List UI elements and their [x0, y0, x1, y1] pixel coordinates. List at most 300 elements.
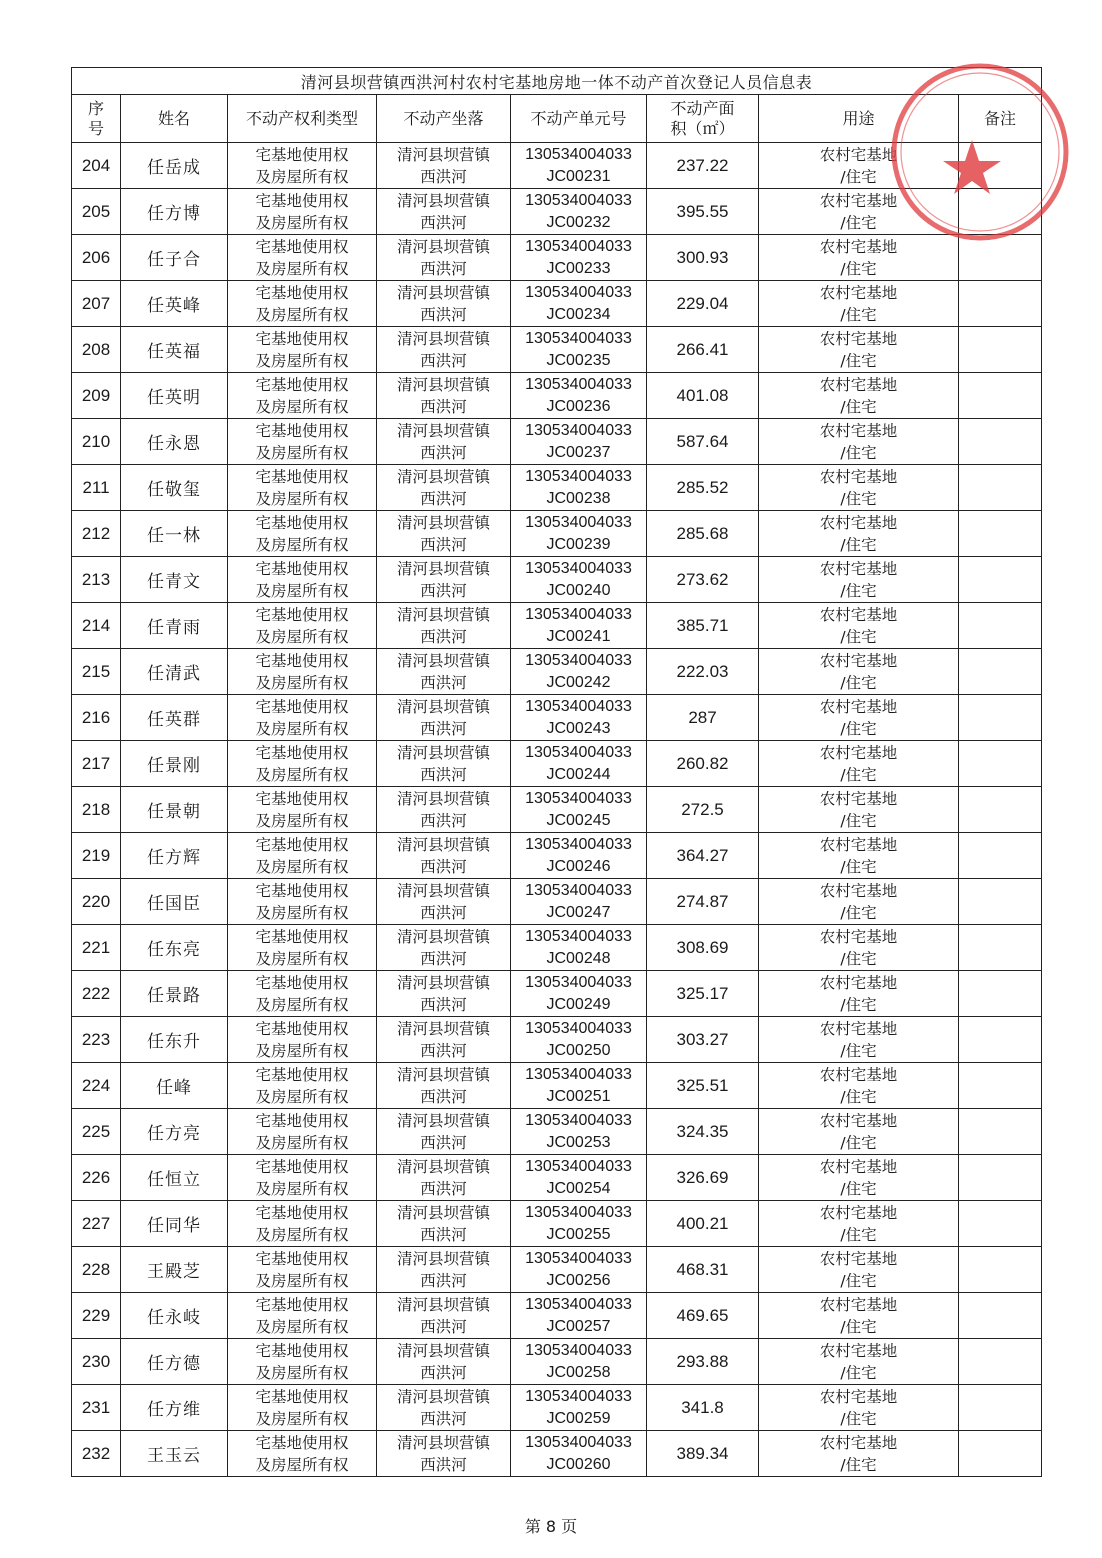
cell-no: 218 — [72, 787, 121, 833]
cell-unit-no-line: JC00236 — [546, 397, 611, 415]
cell-usage-line: /住宅 — [840, 673, 877, 692]
cell-location-line: 清河县坝营镇 — [396, 145, 490, 164]
cell-right-type — [228, 1247, 377, 1293]
cell-right-type-line: 及房屋所有权 — [255, 1179, 349, 1198]
cell-unit-no-line: JC00235 — [546, 351, 611, 369]
cell-usage-line: 农村宅基地 — [819, 697, 898, 716]
cell-unit-no-line: JC00260 — [546, 1455, 611, 1473]
cell-right-type-line: 及房屋所有权 — [255, 811, 349, 830]
cell-note — [959, 1155, 1042, 1201]
cell-no: 209 — [72, 373, 121, 419]
cell-right-type-line: 宅基地使用权 — [255, 651, 349, 670]
cell-usage — [759, 1385, 959, 1431]
cell-unit-no-line: 130534004033 — [525, 1111, 632, 1129]
cell-location — [377, 373, 511, 419]
cell-note — [959, 925, 1042, 971]
cell-name: 任清武 — [121, 649, 228, 695]
cell-right-type-line: 宅基地使用权 — [255, 283, 349, 302]
cell-area: 587.64 — [647, 419, 759, 465]
table-row — [72, 1431, 1042, 1477]
cell-usage — [759, 327, 959, 373]
cell-usage-line: /住宅 — [840, 397, 877, 416]
cell-location-line: 清河县坝营镇 — [396, 467, 490, 486]
cell-usage-line: 农村宅基地 — [819, 1295, 898, 1314]
cell-right-type-line: 及房屋所有权 — [255, 1041, 349, 1060]
cell-location — [377, 281, 511, 327]
cell-area: 401.08 — [647, 373, 759, 419]
cell-location — [377, 419, 511, 465]
cell-unit-no-line: JC00254 — [546, 1179, 611, 1197]
cell-right-type-line: 及房屋所有权 — [255, 397, 349, 416]
cell-unit-no-line: JC00238 — [546, 489, 611, 507]
cell-unit-no-line: JC00244 — [546, 765, 611, 783]
cell-right-type-line: 宅基地使用权 — [255, 1387, 349, 1406]
cell-note — [959, 511, 1042, 557]
cell-right-type-line: 宅基地使用权 — [255, 1295, 349, 1314]
cell-right-type-line: 宅基地使用权 — [255, 1111, 349, 1130]
cell-note — [959, 1063, 1042, 1109]
cell-right-type-line: 及房屋所有权 — [255, 1271, 349, 1290]
cell-usage-line: /住宅 — [840, 811, 877, 830]
cell-area: 469.65 — [647, 1293, 759, 1339]
cell-right-type-line: 及房屋所有权 — [255, 903, 349, 922]
cell-note — [959, 695, 1042, 741]
cell-location-line: 清河县坝营镇 — [396, 789, 490, 808]
cell-unit-no — [511, 1017, 647, 1063]
cell-right-type — [228, 465, 377, 511]
table-row — [72, 281, 1042, 327]
cell-right-type-line: 及房屋所有权 — [255, 1455, 349, 1474]
cell-unit-no — [511, 189, 647, 235]
cell-location — [377, 235, 511, 281]
cell-right-type — [228, 925, 377, 971]
header-row — [72, 95, 1042, 143]
table-row — [72, 419, 1042, 465]
cell-location-line: 清河县坝营镇 — [396, 1433, 490, 1452]
cell-usage-line: 农村宅基地 — [819, 559, 898, 578]
cell-unit-no-line: JC00250 — [546, 1041, 611, 1059]
cell-location-line: 西洪河 — [420, 765, 467, 784]
cell-location-line: 清河县坝营镇 — [396, 191, 490, 210]
cell-usage-line: /住宅 — [840, 903, 877, 922]
cell-location-line: 西洪河 — [420, 949, 467, 968]
cell-location — [377, 511, 511, 557]
cell-unit-no-line: 130534004033 — [525, 1157, 632, 1175]
cell-right-type-line: 宅基地使用权 — [255, 559, 349, 578]
cell-note — [959, 373, 1042, 419]
cell-right-type-line: 及房屋所有权 — [255, 673, 349, 692]
cell-note — [959, 741, 1042, 787]
cell-unit-no-line: 130534004033 — [525, 605, 632, 623]
cell-right-type — [228, 787, 377, 833]
cell-note — [959, 189, 1042, 235]
table-row — [72, 1201, 1042, 1247]
cell-right-type-line: 及房屋所有权 — [255, 1133, 349, 1152]
cell-usage-line: 农村宅基地 — [819, 1065, 898, 1084]
cell-usage-line: 农村宅基地 — [819, 1111, 898, 1130]
cell-right-type — [228, 833, 377, 879]
cell-location-line: 西洪河 — [420, 581, 467, 600]
cell-name: 任景刚 — [121, 741, 228, 787]
cell-name: 任方辉 — [121, 833, 228, 879]
cell-right-type-line: 及房屋所有权 — [255, 351, 349, 370]
cell-unit-no — [511, 1155, 647, 1201]
cell-usage-line: /住宅 — [840, 443, 877, 462]
cell-unit-no — [511, 465, 647, 511]
cell-area: 287 — [647, 695, 759, 741]
cell-no: 229 — [72, 1293, 121, 1339]
cell-unit-no — [511, 1247, 647, 1293]
cell-usage-line: 农村宅基地 — [819, 145, 898, 164]
cell-note — [959, 787, 1042, 833]
cell-usage — [759, 1063, 959, 1109]
table-row — [72, 189, 1042, 235]
cell-unit-no-line: 130534004033 — [525, 421, 632, 439]
cell-right-type-line: 宅基地使用权 — [255, 145, 349, 164]
cell-unit-no-line: JC00259 — [546, 1409, 611, 1427]
cell-usage-line: 农村宅基地 — [819, 513, 898, 532]
cell-no: 215 — [72, 649, 121, 695]
cell-note — [959, 1293, 1042, 1339]
cell-usage-line: /住宅 — [840, 489, 877, 508]
cell-location-line: 清河县坝营镇 — [396, 329, 490, 348]
cell-no: 206 — [72, 235, 121, 281]
cell-location-line: 西洪河 — [420, 535, 467, 554]
cell-right-type — [228, 281, 377, 327]
cell-location-line: 西洪河 — [420, 489, 467, 508]
cell-unit-no-line: 130534004033 — [525, 973, 632, 991]
cell-right-type-line: 宅基地使用权 — [255, 1433, 349, 1452]
header-note: 备注 — [959, 95, 1042, 143]
cell-usage — [759, 787, 959, 833]
cell-unit-no-line: 130534004033 — [525, 651, 632, 669]
cell-name: 任永岐 — [121, 1293, 228, 1339]
cell-right-type — [228, 971, 377, 1017]
cell-unit-no-line: 130534004033 — [525, 513, 632, 531]
cell-unit-no-line: JC00248 — [546, 949, 611, 967]
cell-note — [959, 419, 1042, 465]
cell-location-line: 西洪河 — [420, 1225, 467, 1244]
cell-usage-line: 农村宅基地 — [819, 421, 898, 440]
cell-location — [377, 879, 511, 925]
cell-area: 325.17 — [647, 971, 759, 1017]
cell-location-line: 清河县坝营镇 — [396, 1387, 490, 1406]
cell-unit-no-line: JC00241 — [546, 627, 611, 645]
cell-name: 任英群 — [121, 695, 228, 741]
cell-no: 223 — [72, 1017, 121, 1063]
table-row — [72, 879, 1042, 925]
cell-location — [377, 189, 511, 235]
table-row — [72, 373, 1042, 419]
cell-unit-no — [511, 327, 647, 373]
cell-name: 任东升 — [121, 1017, 228, 1063]
cell-usage — [759, 511, 959, 557]
cell-right-type — [228, 511, 377, 557]
page-number: 第 8 页 — [524, 1517, 578, 1536]
cell-usage — [759, 603, 959, 649]
cell-location — [377, 695, 511, 741]
cell-area: 395.55 — [647, 189, 759, 235]
cell-location — [377, 1431, 511, 1477]
cell-unit-no — [511, 787, 647, 833]
cell-unit-no — [511, 971, 647, 1017]
cell-unit-no-line: 130534004033 — [525, 1295, 632, 1313]
cell-unit-no — [511, 1431, 647, 1477]
cell-usage-line: /住宅 — [840, 259, 877, 278]
cell-no: 207 — [72, 281, 121, 327]
cell-location-line: 清河县坝营镇 — [396, 375, 490, 394]
cell-note — [959, 557, 1042, 603]
cell-note — [959, 327, 1042, 373]
registration-table — [71, 67, 1042, 1477]
table-row — [72, 1293, 1042, 1339]
cell-usage — [759, 1339, 959, 1385]
cell-right-type-line: 宅基地使用权 — [255, 973, 349, 992]
cell-right-type-line: 宅基地使用权 — [255, 1065, 349, 1084]
header-usage: 用途 — [759, 95, 959, 143]
cell-right-type-line: 及房屋所有权 — [255, 489, 349, 508]
cell-usage-line: 农村宅基地 — [819, 651, 898, 670]
cell-right-type — [228, 1431, 377, 1477]
cell-name: 任敬玺 — [121, 465, 228, 511]
cell-location — [377, 143, 511, 189]
cell-right-type-line: 宅基地使用权 — [255, 605, 349, 624]
cell-note — [959, 603, 1042, 649]
cell-usage-line: 农村宅基地 — [819, 927, 898, 946]
cell-note — [959, 1385, 1042, 1431]
cell-usage-line: 农村宅基地 — [819, 1433, 898, 1452]
cell-note — [959, 879, 1042, 925]
cell-right-type-line: 宅基地使用权 — [255, 421, 349, 440]
cell-location-line: 西洪河 — [420, 1363, 467, 1382]
cell-usage-line: 农村宅基地 — [819, 237, 898, 256]
cell-unit-no-line: JC00239 — [546, 535, 611, 553]
cell-unit-no — [511, 373, 647, 419]
cell-unit-no-line: JC00251 — [546, 1087, 611, 1105]
cell-location-line: 西洪河 — [420, 1455, 467, 1474]
cell-unit-no-line: JC00258 — [546, 1363, 611, 1381]
cell-usage-line: /住宅 — [840, 351, 877, 370]
cell-note — [959, 465, 1042, 511]
cell-right-type — [228, 1109, 377, 1155]
cell-right-type-line: 宅基地使用权 — [255, 927, 349, 946]
cell-area: 300.93 — [647, 235, 759, 281]
cell-location — [377, 833, 511, 879]
cell-unit-no-line: JC00240 — [546, 581, 611, 599]
cell-right-type-line: 宅基地使用权 — [255, 513, 349, 532]
cell-area: 325.51 — [647, 1063, 759, 1109]
table-row — [72, 1339, 1042, 1385]
cell-location — [377, 465, 511, 511]
cell-right-type — [228, 879, 377, 925]
cell-unit-no-line: 130534004033 — [525, 237, 632, 255]
table-row — [72, 603, 1042, 649]
cell-unit-no — [511, 1201, 647, 1247]
cell-usage-line: /住宅 — [840, 1317, 877, 1336]
cell-no: 219 — [72, 833, 121, 879]
cell-note — [959, 1431, 1042, 1477]
cell-unit-no-line: 130534004033 — [525, 881, 632, 899]
cell-area: 326.69 — [647, 1155, 759, 1201]
cell-right-type-line: 及房屋所有权 — [255, 581, 349, 600]
cell-unit-no — [511, 143, 647, 189]
cell-unit-no — [511, 557, 647, 603]
cell-right-type — [228, 1017, 377, 1063]
cell-no: 222 — [72, 971, 121, 1017]
cell-usage — [759, 695, 959, 741]
cell-unit-no-line: JC00255 — [546, 1225, 611, 1243]
cell-area: 273.62 — [647, 557, 759, 603]
cell-location-line: 西洪河 — [420, 213, 467, 232]
cell-no: 227 — [72, 1201, 121, 1247]
cell-right-type — [228, 557, 377, 603]
cell-location-line: 清河县坝营镇 — [396, 513, 490, 532]
cell-unit-no-line: JC00253 — [546, 1133, 611, 1151]
cell-usage-line: 农村宅基地 — [819, 1341, 898, 1360]
cell-right-type-line: 宅基地使用权 — [255, 835, 349, 854]
cell-location — [377, 1385, 511, 1431]
cell-usage-line: 农村宅基地 — [819, 375, 898, 394]
cell-right-type-line: 宅基地使用权 — [255, 1249, 349, 1268]
cell-name: 任方亮 — [121, 1109, 228, 1155]
cell-usage — [759, 649, 959, 695]
cell-name: 任方德 — [121, 1339, 228, 1385]
header-unit-no: 不动产单元号 — [511, 95, 647, 143]
cell-usage-line: /住宅 — [840, 1363, 877, 1382]
cell-no: 231 — [72, 1385, 121, 1431]
cell-usage-line: /住宅 — [840, 1409, 877, 1428]
cell-right-type-line: 及房屋所有权 — [255, 535, 349, 554]
header-right-type: 不动产权利类型 — [228, 95, 377, 143]
cell-unit-no-line: JC00237 — [546, 443, 611, 461]
cell-usage — [759, 741, 959, 787]
cell-right-type — [228, 1339, 377, 1385]
cell-location-line: 西洪河 — [420, 397, 467, 416]
cell-location — [377, 327, 511, 373]
cell-location-line: 西洪河 — [420, 1087, 467, 1106]
cell-location-line: 清河县坝营镇 — [396, 1203, 490, 1222]
cell-right-type — [228, 1293, 377, 1339]
cell-location-line: 西洪河 — [420, 351, 467, 370]
cell-unit-no-line: 130534004033 — [525, 1249, 632, 1267]
cell-right-type — [228, 235, 377, 281]
cell-no: 212 — [72, 511, 121, 557]
cell-unit-no-line: 130534004033 — [525, 835, 632, 853]
cell-location-line: 西洪河 — [420, 995, 467, 1014]
cell-location-line: 清河县坝营镇 — [396, 559, 490, 578]
cell-area: 237.22 — [647, 143, 759, 189]
cell-usage — [759, 1201, 959, 1247]
cell-location — [377, 649, 511, 695]
cell-no: 232 — [72, 1431, 121, 1477]
cell-no: 214 — [72, 603, 121, 649]
cell-unit-no — [511, 281, 647, 327]
cell-area: 266.41 — [647, 327, 759, 373]
cell-location-line: 清河县坝营镇 — [396, 1295, 490, 1314]
cell-unit-no — [511, 741, 647, 787]
cell-right-type-line: 及房屋所有权 — [255, 443, 349, 462]
table-row — [72, 1385, 1042, 1431]
cell-location-line: 西洪河 — [420, 259, 467, 278]
cell-usage-line: 农村宅基地 — [819, 329, 898, 348]
cell-location-line: 清河县坝营镇 — [396, 1065, 490, 1084]
cell-no: 230 — [72, 1339, 121, 1385]
cell-no: 216 — [72, 695, 121, 741]
cell-name: 任方维 — [121, 1385, 228, 1431]
cell-area: 285.52 — [647, 465, 759, 511]
cell-location-line: 西洪河 — [420, 443, 467, 462]
cell-right-type-line: 宅基地使用权 — [255, 467, 349, 486]
cell-right-type-line: 及房屋所有权 — [255, 1317, 349, 1336]
cell-no: 204 — [72, 143, 121, 189]
table-row — [72, 1155, 1042, 1201]
cell-usage-line: /住宅 — [840, 765, 877, 784]
cell-unit-no-line: JC00232 — [546, 213, 611, 231]
cell-name: 任景路 — [121, 971, 228, 1017]
cell-location-line: 清河县坝营镇 — [396, 421, 490, 440]
cell-usage-line: 农村宅基地 — [819, 191, 898, 210]
cell-area: 272.5 — [647, 787, 759, 833]
table-row — [72, 1109, 1042, 1155]
cell-area: 285.68 — [647, 511, 759, 557]
cell-location-line: 西洪河 — [420, 627, 467, 646]
cell-right-type — [228, 373, 377, 419]
table-row — [72, 143, 1042, 189]
cell-right-type-line: 宅基地使用权 — [255, 1203, 349, 1222]
cell-unit-no-line: JC00243 — [546, 719, 611, 737]
cell-location — [377, 557, 511, 603]
cell-unit-no-line: JC00256 — [546, 1271, 611, 1289]
cell-note — [959, 281, 1042, 327]
cell-right-type — [228, 143, 377, 189]
cell-right-type-line: 宅基地使用权 — [255, 881, 349, 900]
cell-location — [377, 925, 511, 971]
cell-location-line: 清河县坝营镇 — [396, 1111, 490, 1130]
cell-location-line: 西洪河 — [420, 1409, 467, 1428]
cell-unit-no — [511, 833, 647, 879]
cell-no: 220 — [72, 879, 121, 925]
cell-location-line: 清河县坝营镇 — [396, 605, 490, 624]
cell-right-type-line: 及房屋所有权 — [255, 1363, 349, 1382]
table-row — [72, 465, 1042, 511]
cell-usage — [759, 373, 959, 419]
cell-right-type — [228, 1201, 377, 1247]
cell-unit-no-line: JC00242 — [546, 673, 611, 691]
cell-usage-line: /住宅 — [840, 949, 877, 968]
cell-usage-line: /住宅 — [840, 581, 877, 600]
header-no: 序 号 — [72, 95, 121, 143]
cell-unit-no-line: 130534004033 — [525, 559, 632, 577]
cell-note — [959, 833, 1042, 879]
cell-location — [377, 971, 511, 1017]
table-row — [72, 971, 1042, 1017]
cell-usage-line: /住宅 — [840, 535, 877, 554]
cell-right-type-line: 宅基地使用权 — [255, 329, 349, 348]
cell-location-line: 清河县坝营镇 — [396, 1019, 490, 1038]
cell-unit-no — [511, 1109, 647, 1155]
cell-unit-no — [511, 1339, 647, 1385]
cell-usage — [759, 143, 959, 189]
cell-usage — [759, 189, 959, 235]
cell-right-type-line: 宅基地使用权 — [255, 237, 349, 256]
cell-location-line: 西洪河 — [420, 305, 467, 324]
cell-location-line: 西洪河 — [420, 167, 467, 186]
cell-right-type-line: 宅基地使用权 — [255, 1019, 349, 1038]
cell-location-line: 清河县坝营镇 — [396, 743, 490, 762]
cell-no: 205 — [72, 189, 121, 235]
cell-unit-no — [511, 511, 647, 557]
table-row — [72, 787, 1042, 833]
